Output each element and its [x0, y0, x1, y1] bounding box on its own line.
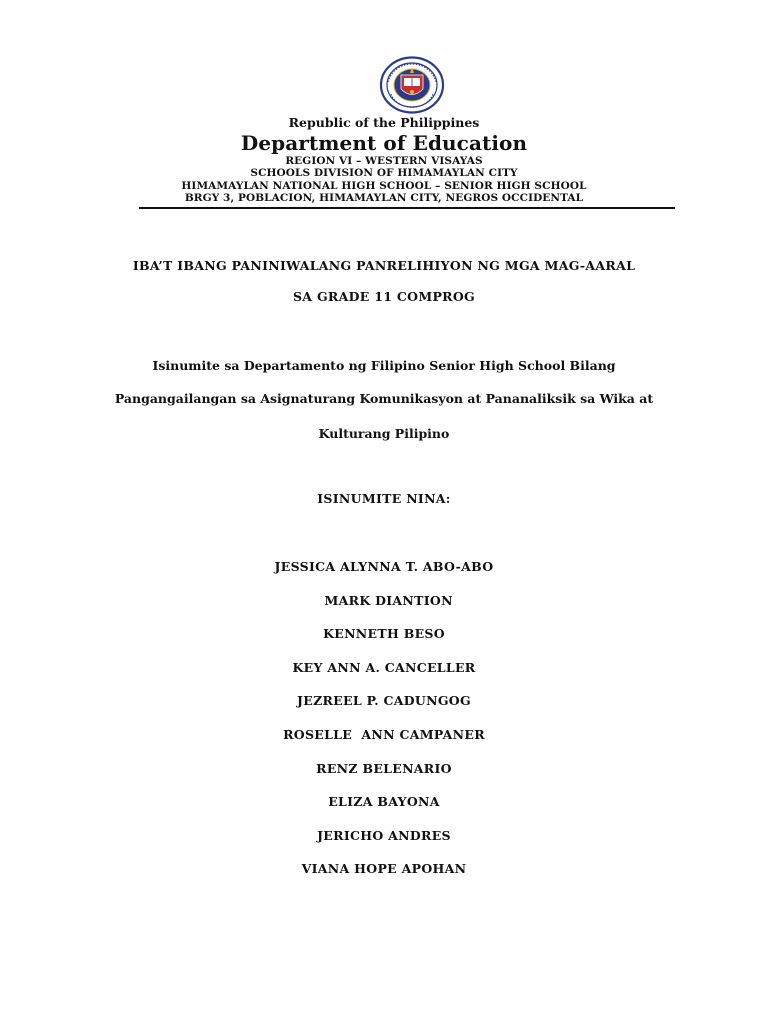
author-name: RENZ BELENARIO — [316, 760, 452, 776]
submission-statement-line-2: Pangangailangan sa Asignaturang Komunikasyon at Pananaliksik sa Wika at — [114, 391, 654, 406]
author-name: ELIZA BAYONA — [328, 794, 440, 810]
author-name: MARK DIANTION — [315, 592, 453, 608]
author-name: ROSELLE ANN CAMPANER — [283, 726, 485, 742]
submission-statement-line-1: Isinumite sa Departamento ng Filipino Senior High School Bilang — [152, 358, 616, 373]
author-name: KEY ANN A. CANCELLER — [292, 659, 476, 675]
submission-statement-line-3: Kulturang Pilipino — [318, 426, 450, 441]
header-divider — [139, 207, 675, 209]
region-heading: REGION VI – WESTERN VISAYAS — [285, 155, 483, 167]
author-name: JESSICA ALYNNA T. ABO-ABO — [274, 559, 494, 574]
research-title-line-1: IBA’T IBANG PANINIWALANG PANRELIHIYON NG MGA MAG-AARAL — [132, 258, 636, 273]
deped-seal-icon — [379, 56, 445, 114]
address-heading: BRGY 3, POBLACION, HIMAMAYLAN CITY, NEGROS OCCIDENTAL — [184, 192, 584, 204]
department-heading: Department of Education — [240, 131, 528, 155]
division-heading: SCHOOLS DIVISION OF HIMAMAYLAN CITY — [250, 167, 518, 179]
submitted-by-label: ISINUMITE NINA: — [317, 491, 451, 506]
author-name: JERICHO ANDRES — [317, 827, 451, 843]
republic-heading: Republic of the Philippines — [288, 115, 480, 130]
research-title-line-2: SA GRADE 11 COMPROG — [292, 289, 476, 304]
author-name: KENNETH BESO — [323, 626, 445, 642]
school-heading: HIMAMAYLAN NATIONAL HIGH SCHOOL – SENIOR HIGH SCHOOL — [181, 180, 587, 192]
author-name: VIANA HOPE APOHAN — [301, 861, 467, 877]
author-list — [0, 559, 768, 895]
author-name: JEZREEL P. CADUNGOG — [297, 693, 471, 709]
